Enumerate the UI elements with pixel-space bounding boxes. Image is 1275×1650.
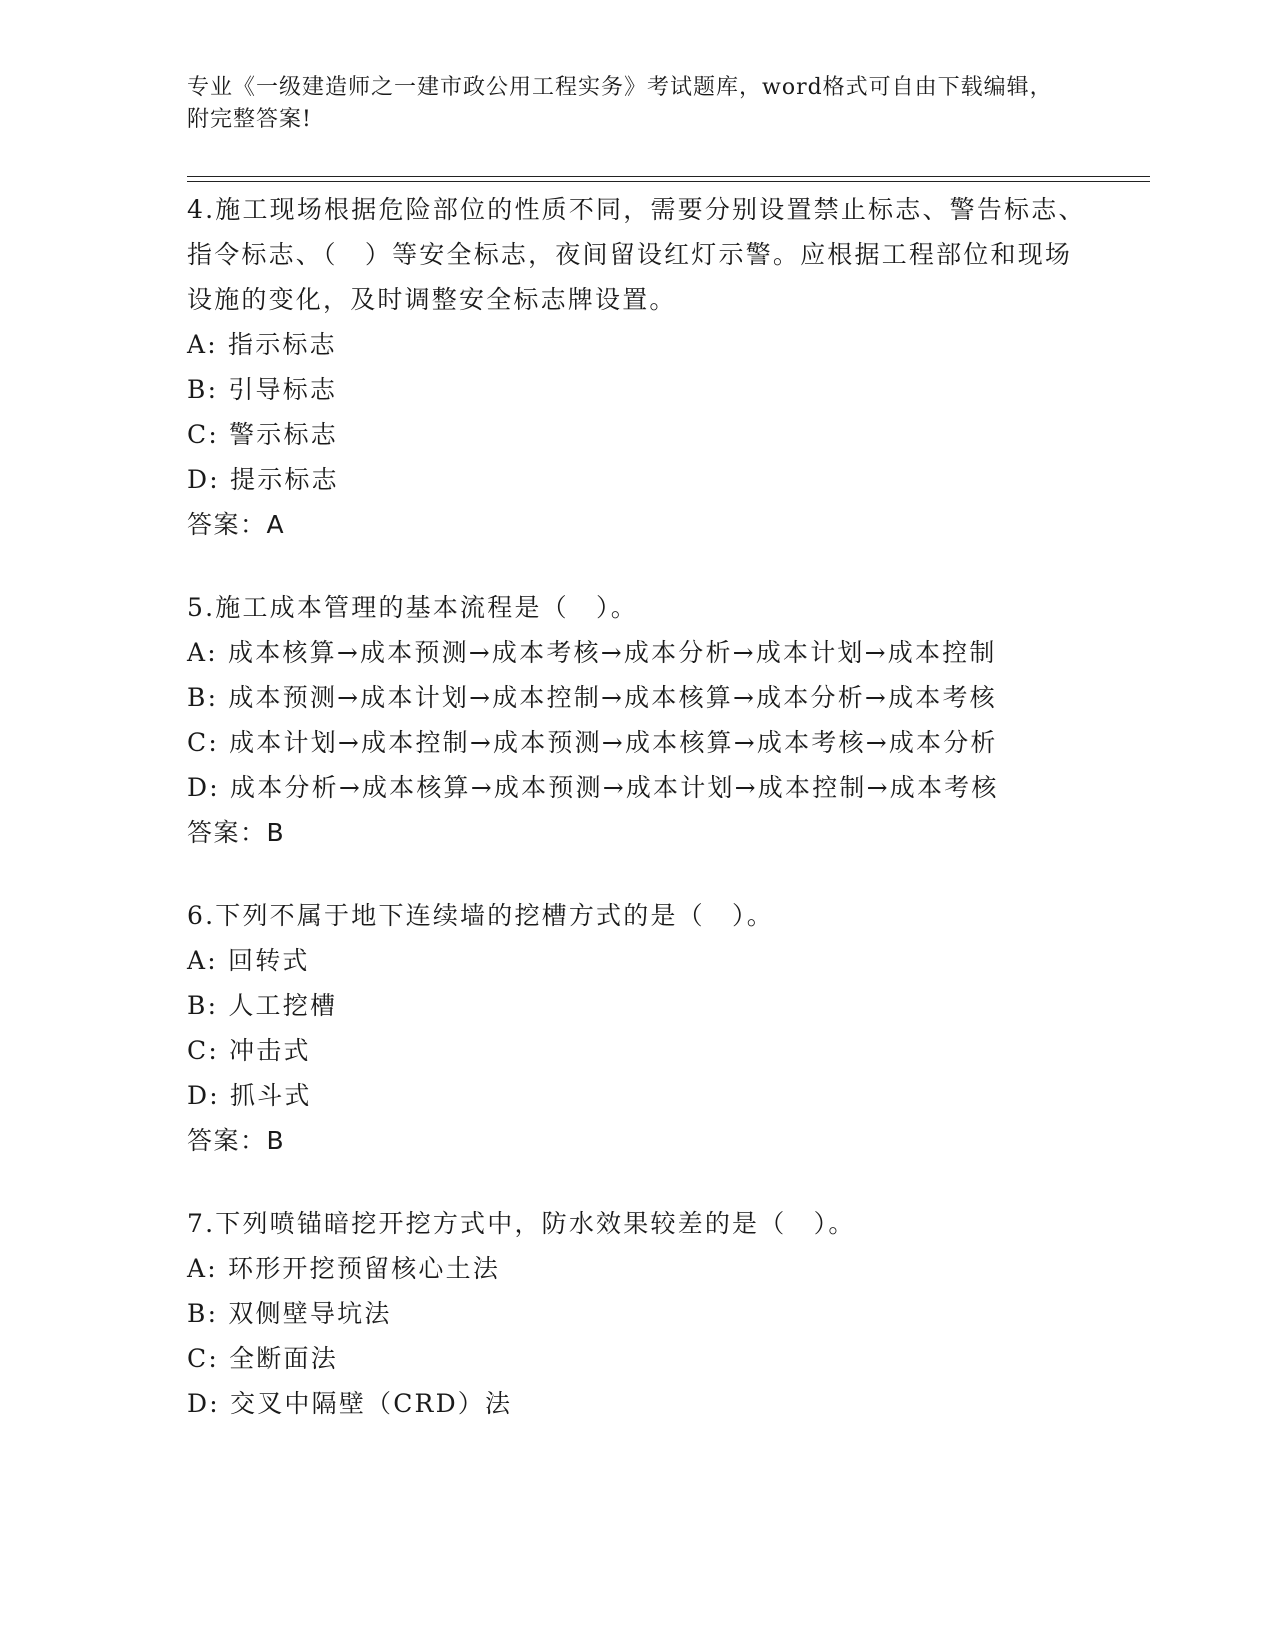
- option-d: D: 提示标志: [187, 465, 339, 494]
- option-a: A: 环形开挖预留核心土法: [187, 1254, 501, 1283]
- question-7: [187, 1201, 1087, 1426]
- option-c: C: 冲击式: [187, 1036, 311, 1065]
- option-c: C: 警示标志: [187, 420, 338, 449]
- question-4: [187, 187, 1087, 547]
- option-b: B: 引导标志: [187, 375, 338, 404]
- option-c: C: 全断面法: [187, 1344, 338, 1373]
- option-b: B: 成本预测→成本计划→成本控制→成本核算→成本分析→成本考核: [187, 683, 997, 712]
- question-5: [187, 585, 1087, 855]
- option-d: D: 交叉中隔壁（CRD）法: [187, 1389, 513, 1418]
- header-rule-bottom: [187, 181, 1150, 182]
- question-stem: 4.施工现场根据危险部位的性质不同，需要分别设置禁止标志、警告标志、指令标志、（ ）等安全标志，夜间留设红灯示警。应根据工程部位和现场设施的变化，及时调整安全标志牌设置。: [187, 195, 1086, 314]
- question-stem: 6.下列不属于地下连续墙的挖槽方式的是（ ）。: [187, 901, 774, 930]
- answer-line: 答案：B: [187, 818, 286, 847]
- question-6: [187, 893, 1087, 1163]
- option-b: B: 双侧壁导坑法: [187, 1299, 392, 1328]
- question-list: [187, 187, 1087, 1464]
- option-c: C: 成本计划→成本控制→成本预测→成本核算→成本考核→成本分析: [187, 728, 998, 757]
- header-rule-top: [187, 176, 1150, 177]
- answer-line: 答案：A: [187, 510, 286, 539]
- option-a: A: 回转式: [187, 946, 310, 975]
- option-d: D: 抓斗式: [187, 1081, 312, 1110]
- header-text: 专业《一级建造师之一建市政公用工程实务》考试题库，word格式可自由下载编辑，附完整答案!: [187, 75, 1053, 132]
- question-stem: 5.施工成本管理的基本流程是（ ）。: [187, 593, 638, 622]
- option-a: A: 成本核算→成本预测→成本考核→成本分析→成本计划→成本控制: [187, 638, 997, 667]
- option-a: A: 指示标志: [187, 330, 337, 359]
- question-stem: 7.下列喷锚暗挖开挖方式中，防水效果较差的是（ ）。: [187, 1209, 856, 1238]
- option-b: B: 人工挖槽: [187, 991, 338, 1020]
- document-header: [187, 72, 1067, 136]
- answer-line: 答案：B: [187, 1126, 286, 1155]
- option-d: D: 成本分析→成本核算→成本预测→成本计划→成本控制→成本考核: [187, 773, 999, 802]
